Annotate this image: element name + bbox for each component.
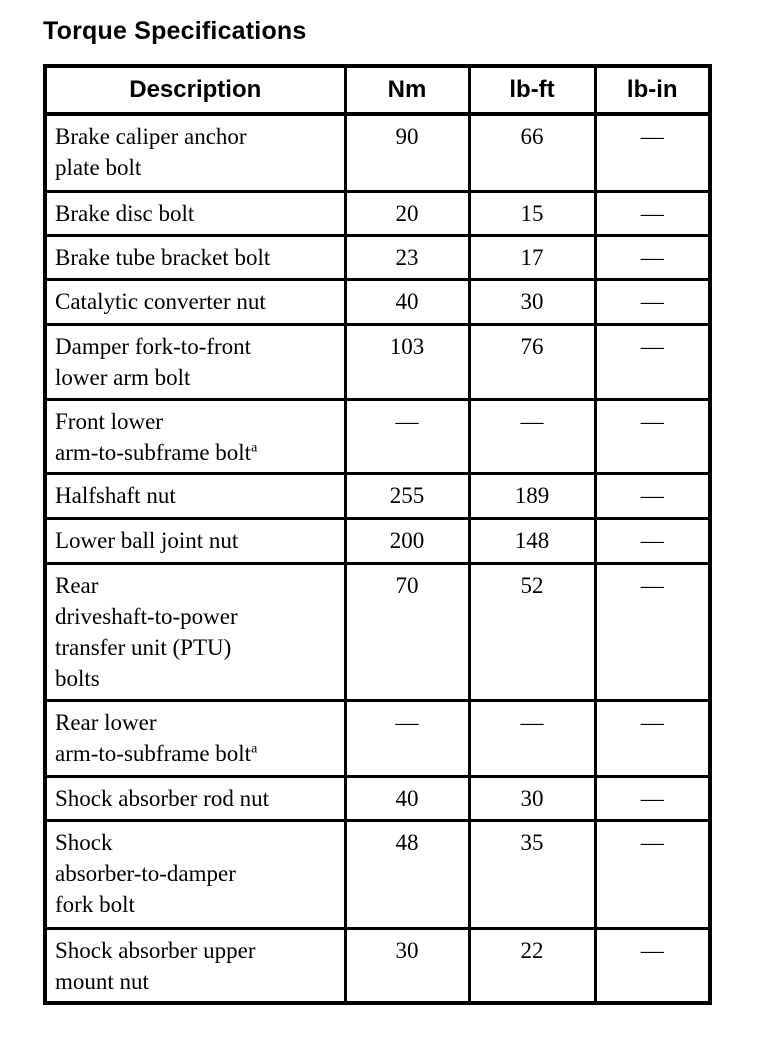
lbin-value-cell: —: [595, 928, 710, 1003]
table-row: [45, 928, 710, 1003]
description-cell: [45, 324, 345, 399]
table-header: [45, 66, 710, 114]
nm-value-cell: 90: [345, 114, 469, 191]
lbin-value-cell: —: [595, 820, 710, 928]
nm-value-cell: 20: [345, 191, 469, 235]
lbft-value-cell: —: [469, 700, 595, 776]
description-line: Shock: [55, 829, 113, 855]
lbft-value-cell: 148: [469, 518, 595, 563]
torque-specifications-table: [43, 64, 712, 1005]
table-row: [45, 191, 710, 235]
lbin-value-cell: —: [595, 324, 710, 399]
table-row: [45, 235, 710, 279]
description-line: Brake disc bolt: [55, 200, 195, 226]
description-line: arm-to-subframe bolt$^a$: [55, 740, 258, 766]
lbft-value-cell: 17: [469, 235, 595, 279]
column-header-lbft: lb-ft: [469, 66, 595, 114]
description-line: Shock absorber rod nut: [55, 785, 269, 811]
description-line: absorber-to-damper: [55, 860, 236, 886]
nm-value-cell: 40: [345, 776, 469, 820]
lbft-value-cell: 30: [469, 776, 595, 820]
column-header-description: Description: [45, 66, 345, 114]
table-row: [45, 563, 710, 700]
description-line: mount nut: [55, 968, 149, 994]
column-header-lbin: lb-in: [595, 66, 710, 114]
description-cell: [45, 473, 345, 518]
description-line: fork bolt: [55, 891, 135, 917]
lbft-value-cell: 35: [469, 820, 595, 928]
description-cell: [45, 191, 345, 235]
nm-value-cell: 23: [345, 235, 469, 279]
table-row: [45, 820, 710, 928]
lbin-value-cell: —: [595, 399, 710, 473]
table-row: [45, 324, 710, 399]
description-line: Brake tube bracket bolt: [55, 244, 271, 270]
lbin-value-cell: —: [595, 518, 710, 563]
description-cell: [45, 279, 345, 324]
description-line: Lower ball joint nut: [55, 527, 239, 553]
nm-value-cell: 70: [345, 563, 469, 700]
nm-value-cell: —: [345, 700, 469, 776]
description-cell: [45, 928, 345, 1003]
description-line: Halfshaft nut: [55, 482, 176, 508]
table-row: [45, 473, 710, 518]
lbin-value-cell: —: [595, 563, 710, 700]
description-cell: [45, 700, 345, 776]
description-cell: [45, 820, 345, 928]
lbin-value-cell: —: [595, 473, 710, 518]
lbft-value-cell: —: [469, 399, 595, 473]
lbft-value-cell: 189: [469, 473, 595, 518]
description-line: plate bolt: [55, 155, 142, 180]
description-line: Damper fork-to-front: [55, 333, 252, 359]
footnote-marker: a: [251, 740, 258, 756]
lbft-value-cell: 52: [469, 563, 595, 700]
description-line: lower arm bolt: [55, 364, 191, 390]
description-cell: [45, 563, 345, 700]
description-line: Catalytic converter nut: [55, 288, 266, 314]
table-row: [45, 776, 710, 820]
nm-value-cell: 200: [345, 518, 469, 563]
table-row: [45, 279, 710, 324]
table-row: [45, 700, 710, 776]
column-header-nm: Nm: [345, 66, 469, 114]
table-row: [45, 114, 710, 191]
nm-value-cell: 103: [345, 324, 469, 399]
description-line: transfer unit (PTU): [55, 634, 232, 660]
description-cell: [45, 399, 345, 473]
nm-value-cell: 255: [345, 473, 469, 518]
lbin-value-cell: —: [595, 700, 710, 776]
table-row: [45, 399, 710, 473]
description-line: arm-to-subframe bolt$^a$: [55, 439, 258, 465]
description-cell: [45, 518, 345, 563]
description-line: driveshaft-to-power: [55, 603, 238, 629]
lbft-value-cell: 66: [469, 114, 595, 191]
lbin-value-cell: —: [595, 776, 710, 820]
lbin-value-cell: —: [595, 191, 710, 235]
nm-value-cell: —: [345, 399, 469, 473]
nm-value-cell: 48: [345, 820, 469, 928]
description-line: Front lower: [55, 408, 163, 434]
description-line: Shock absorber upper: [55, 937, 256, 963]
lbin-value-cell: —: [595, 235, 710, 279]
description-line: bolts: [55, 665, 100, 691]
description-cell: [45, 235, 345, 279]
lbft-value-cell: 22: [469, 928, 595, 1003]
lbft-value-cell: 15: [469, 191, 595, 235]
description-cell: [45, 114, 345, 191]
footnote-marker: a: [251, 439, 258, 455]
header-row: [45, 66, 710, 114]
lbin-value-cell: —: [595, 279, 710, 324]
description-line: Brake caliper anchor: [55, 124, 247, 149]
description-line: Rear: [55, 572, 99, 598]
lbft-value-cell: 30: [469, 279, 595, 324]
description-line: Rear lower: [55, 709, 157, 735]
lbin-value-cell: —: [595, 114, 710, 191]
description-cell: [45, 776, 345, 820]
nm-value-cell: 40: [345, 279, 469, 324]
page-title: Torque Specifications: [43, 17, 307, 45]
table-row: [45, 518, 710, 563]
lbft-value-cell: 76: [469, 324, 595, 399]
nm-value-cell: 30: [345, 928, 469, 1003]
table-body: [45, 114, 710, 1003]
